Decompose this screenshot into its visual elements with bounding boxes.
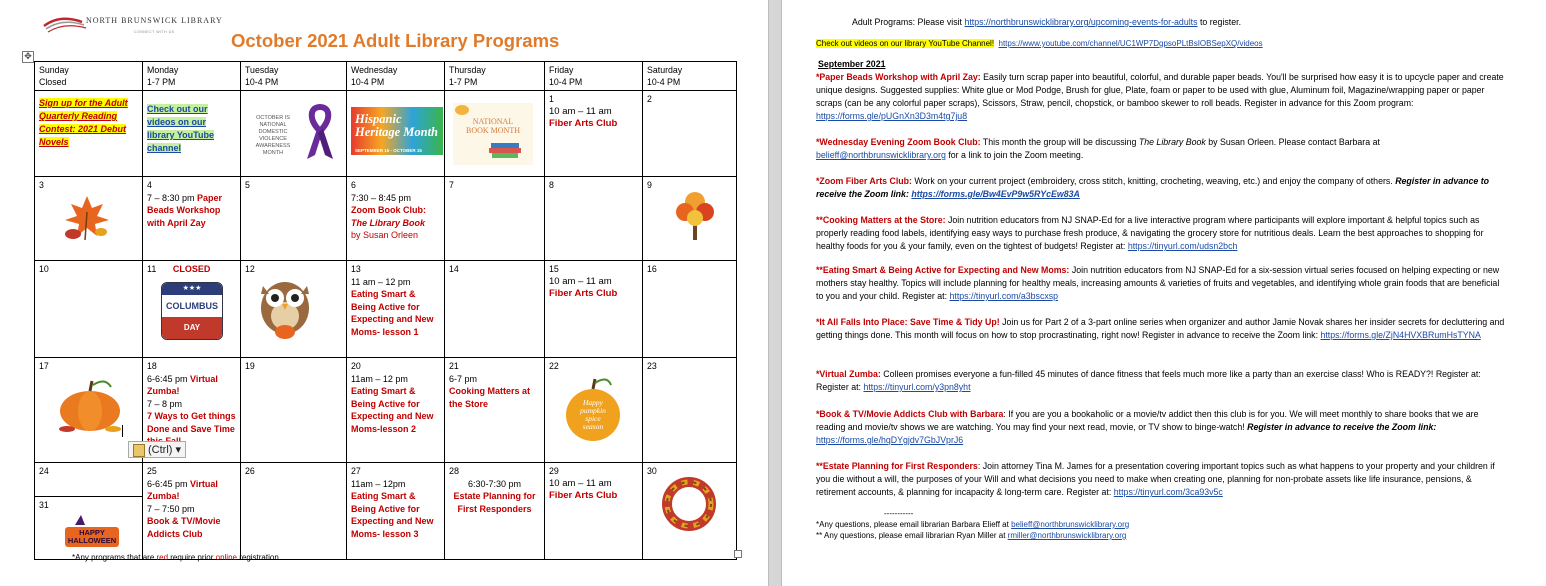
cell-oct-24-31[interactable] [35,463,143,560]
program-fiber-arts: *Zoom Fiber Arts Club: Work on your current project (embroidery, cross stitch, knitting, crocheting, weaving, etc.) and enjoy the company of others. Register in advance to receive the Zoom link: https://forms.gle/Bw4EvP9w5RYcEw83A [816,176,1490,199]
fiber-arts-link[interactable]: https://forms.gle/Bw4EvP9w5RYcEw83A [911,189,1080,199]
happy-halloween-text: HAPPY HALLOWEEN [67,528,117,545]
hispanic-heritage-image [351,107,443,155]
cell-oct-21[interactable] [445,358,545,463]
clipboard-icon [133,444,145,457]
columbus-day-text: DAY [162,317,222,339]
event-time: 7 – 8 pm [147,398,183,409]
cell-reading-contest[interactable] [35,91,143,177]
ryan-email-link[interactable]: rmiller@northbrunswicklibrary.org [1007,531,1127,540]
event-time: 6-6:45 pm [147,373,188,384]
book-month-title: NATIONAL BOOK MONTH [466,117,520,135]
cell-oct-20[interactable] [347,358,445,463]
pumpkin-spice-image [563,373,623,443]
logo-name: NORTH BRUNSWICK LIBRARY [86,16,223,25]
library-logo [42,12,223,38]
cell-oct-16[interactable] [643,261,737,358]
reading-contest-text[interactable]: Sign up for the Adult Quarterly Reading Contest: 2021 Debut Novels [39,98,128,147]
event-7-ways[interactable]: 7 Ways to Get things Done and Save Time [147,411,236,434]
autumn-tree-icon [675,186,715,242]
columbus-day-image [161,282,223,340]
book-club-email-link[interactable]: belieff@northbrunswicklibrary.org [816,150,946,160]
cell-oct-25[interactable] [143,463,241,560]
event-time: 6-6:45 pm [147,478,188,489]
header-row [35,62,737,91]
owl-icon [255,272,315,344]
event-time: 11am – 12pm [351,478,406,489]
day-number: 1 [549,94,554,104]
day-number: 6 [351,180,356,190]
pumpkin-spice-text-b: pumpkin [580,405,606,415]
week-row-3 [35,261,737,358]
book-month-image [453,103,533,165]
estate-planning-link[interactable]: https://tinyurl.com/3ca93v5c [1113,487,1223,497]
youtube-line [816,37,1263,50]
day-number: 9 [647,180,652,190]
header-sunday: Sunday Closed [35,62,143,91]
event-time: 11am – 12 pm [351,373,408,384]
event-fiber-arts[interactable]: Fiber Arts Club [549,118,618,129]
event-eating-smart-2[interactable]: Eating Smart & Being Active for Expecting and New Moms-lesson 2 [351,386,434,434]
day-number: 13 [351,264,361,274]
cell-hispanic-heritage [347,91,445,177]
day-number: 21 [449,361,459,371]
day-number: 15 [549,264,559,274]
event-time: 11 am – 12 pm [351,276,411,287]
day-number: 2 [647,94,652,104]
youtube-channel-link[interactable]: https://www.youtube.com/channel/UC1WP7DgpsoPLtBsIOBSepXQ/videos [998,39,1263,48]
program-cooking-matters: **Cooking Matters at the Store: Join nutrition educators from NJ SNAP-Ed for a live interactive program where participants will explore important & helpful topics such as properly reading food labels, identifying easy ways to purchase fresh produce, & navigating the grocery store for nutritious deals. Learn the best approaches to shopping for healthy foods for you & your family, even on the tightest of budgets! Register at: https://tinyurl.com/udsn2bch [816,215,1484,251]
cell-oct-26[interactable] [241,463,347,560]
contact-barbara: *Any questions, please email librarian Barbara Elieff at belieff@northbrunswicklibrary.org [816,520,1130,529]
barbara-email-link[interactable]: belieff@northbrunswicklibrary.org [1011,520,1130,529]
header-friday: Friday 10-4 PM [545,62,643,91]
event-virtual-zumba[interactable]: Virtual Zumba! [147,478,218,501]
header-tuesday: Tuesday 10-4 PM [241,62,347,91]
cell-oct-1[interactable] [545,91,643,177]
cell-oct-7[interactable] [445,177,545,261]
event-time: 6-7 pm [449,373,478,384]
cell-oct-13[interactable] [347,261,445,358]
paper-beads-link[interactable]: https://forms.gle/pUGnXn3D3m4tg7ju8 [816,111,968,121]
day-number: 14 [449,264,459,274]
dv-awareness-text: OCTOBER IS NATIONAL DOMESTIC VIOLENCE AWARENESS MONTH [255,115,291,156]
day-number: 27 [351,466,361,476]
cell-oct-29[interactable] [545,463,643,560]
event-paper-beads-a[interactable]: Paper [197,192,223,203]
cell-oct-15[interactable] [545,261,643,358]
logo-tagline: CONNECT WITH US [134,30,175,34]
zumba-link[interactable]: https://tinyurl.com/y3pn8yht [863,382,971,392]
header-monday: Monday 1-7 PM [143,62,241,91]
intro-line: Adult Programs: Please visit https://northbrunswicklibrary.org/upcoming-events-for-adults to register. [852,17,1242,27]
pumpkin-spice-text-d: season [582,421,604,431]
event-paper-beads-b[interactable]: Beads Workshop with April Zay [147,205,221,228]
program-save-time: *It All Falls Into Place: Save Time & Tidy Up! Join us for Part 2 of a 3-part online series when organizer and author Jamie Novak shares her insider secrets for decluttering and getting things done. This month will focus on how to stop procrastinating, right now! Register in advance to receive the Zoom link: https://forms.gle/ZjN4HVXBRumHsTYNA [816,317,1505,340]
event-eating-smart-1[interactable]: Eating Smart & Being Active for Expecting and New Moms- lesson 1 [351,289,434,337]
header-thursday: Thursday 1-7 PM [445,62,545,91]
event-time: 6:30-7:30 pm [467,478,522,489]
cell-oct-12[interactable] [241,261,347,358]
cell-oct-28[interactable] [445,463,545,560]
program-details-page [782,0,1546,586]
day-number: 31 [39,500,49,510]
cooking-matters-link[interactable]: https://tinyurl.com/udsn2bch [1127,241,1238,251]
day-number: 24 [39,466,49,476]
text-cursor [122,425,123,437]
autumn-leaves-icon [59,192,115,244]
cell-oct-14[interactable] [445,261,545,358]
month-heading: September 2021 [818,59,886,69]
paste-options-button[interactable]: (Ctrl) ▾ [128,441,186,458]
day-number: 26 [245,466,255,476]
pumpkin-icon [55,373,125,435]
week-row-1 [35,91,737,177]
day-number: 25 [147,466,157,476]
day-number: 8 [549,180,554,190]
day-number: 22 [549,361,559,371]
day-number: 28 [449,466,460,476]
week-row-5 [35,463,737,560]
day-number: 17 [39,361,49,371]
day-number: 7 [449,180,454,190]
cell-oct-23[interactable] [643,358,737,463]
cell-oct-27[interactable] [347,463,445,560]
calendar-table [34,61,737,560]
cell-oct-10[interactable] [35,261,143,358]
book-tv-club-link[interactable]: https://forms.gle/hqDYgjdv7GbJVprJ6 [816,435,964,445]
day-number: 12 [245,264,255,274]
day-number: 11 [147,264,157,274]
upcoming-events-link[interactable]: https://northbrunswicklibrary.org/upcoming-events-for-adults [964,17,1198,27]
hispanic-heritage-dates: SEPTEMBER 15 - OCTOBER 15 [355,148,422,153]
closed-status: CLOSED [172,264,211,274]
cell-book-month [445,91,545,177]
event-time: 7 – 8:30 pm [147,192,195,203]
day-number: 29 [549,466,559,476]
pumpkin-spice-text-c: spice [585,413,601,423]
header-saturday: Saturday 10-4 PM [643,62,737,91]
save-time-link[interactable]: https://forms.gle/ZjN4HVXBRumHsTYNA [1320,330,1481,340]
event-eating-smart-3[interactable]: Eating Smart & Being Active for Expecting and New Moms- lesson 3 [351,491,434,539]
day-number: 4 [147,180,152,190]
cell-oct-2[interactable] [643,91,737,177]
event-time: 7 – 7:50 pm [147,503,195,514]
happy-halloween-image [65,515,119,547]
event-estate-planning[interactable]: Estate Planning for First Responders [453,491,536,514]
day-number: 3 [39,180,44,190]
table-resize-handle[interactable] [734,550,742,558]
paste-options-label: (Ctrl) [148,444,173,456]
cell-oct-30[interactable] [643,463,737,560]
event-fiber-arts[interactable]: Fiber Arts Club [549,288,618,299]
cell-oct-8[interactable] [545,177,643,261]
autumn-wreath-icon [657,472,721,536]
registration-footnote: *Any programs that are red require prior online registration. [72,553,282,562]
event-time: 7:30 – 8:45 pm [351,192,412,203]
event-book-tv-club[interactable]: Book & TV/Movie Addicts Club [147,516,221,539]
cell-dv-awareness [241,91,347,177]
pumpkin-spice-text-a: Happy [583,397,603,407]
hispanic-heritage-title: Hispanic Heritage Month [355,112,438,139]
table-move-handle[interactable]: ✥ [22,51,34,63]
cell-oct-5[interactable] [241,177,347,261]
contact-ryan: ** Any questions, please email librarian Ryan Miller at rmiller@northbrunswicklibrary.org [816,531,1127,540]
divider-line: ----------- [884,509,914,518]
cell-oct-11[interactable] [143,261,241,358]
day-number: 19 [245,361,255,371]
cell-oct-19[interactable] [241,358,347,463]
cell-oct-22[interactable] [545,358,643,463]
book-title: The Library Book [351,217,426,228]
youtube-promo-text[interactable]: Check out our videos on our library YouTube channel [147,104,215,153]
header-wednesday: Wednesday 10-4 PM [347,62,445,91]
eating-smart-link[interactable]: https://tinyurl.com/a3bscxsp [949,291,1059,301]
day-number: 18 [147,361,157,371]
event-cooking-matters[interactable]: Cooking Matters at the Store [449,386,531,409]
calendar-title: October 2021 Adult Library Programs [231,30,560,51]
youtube-callout: Check out videos on our library YouTube Channel! [816,39,995,48]
event-fiber-arts[interactable]: Fiber Arts Club [549,490,618,501]
cell-oct-17[interactable] [35,358,143,463]
program-book-tv-club: *Book & TV/Movie Addicts Club with Barbara: If you are you a bookaholic or a movie/tv addict then this club is for you. We will meet monthly to share books that we are reading and movie/tv shows we are watching. You may find your next read, movie, or TV show to binge-watch! Register in advance to receive the Zoom link: https://forms.gle/hqDYgjdv7GbJVprJ6 [816,409,1479,445]
program-eating-smart: **Eating Smart & Being Active for Expecting and New Moms: Join nutrition educators from NJ SNAP-Ed for a six-session virtual series focused on helping expecting or new mothers stay healthy. Topics will include planning for healthy meals, increasing amounts & varieties of fruits and vegetables, and identifying whole grain foods that are beneficial to you and your child. Register at: https://tinyurl.com/a3bscxsp [816,265,1500,301]
day-number: 5 [245,180,250,190]
program-paper-beads: *Paper Beads Workshop with April Zay: Easily turn scrap paper into beautiful, colorful, and durable paper beads. You'll be surprised how easy it is to upcycle paper and create unique designs. Suggested supplies: White glue or Mod Podge, Brush for glue, Plate, foam or paper to be used with glue, Aluminum foil, Magazine/wrapping paper or paper scraps (can be any colorful paper scraps), Scissors, Straw, pencil, chopstick, or bamboo skewer to roll beads. Register in advance for this Zoom program: https://forms.gle/pUGnXn3D3m4tg7ju8 [816,72,1504,121]
day-number: 23 [647,361,657,371]
event-time: 10 am – 11 am [549,105,612,117]
event-virtual-zumba[interactable]: Virtual Zumba! [147,373,218,396]
columbus-stars: ★★★ [162,283,222,295]
calendar-page [0,0,768,586]
columbus-text: COLUMBUS [162,295,222,317]
day-number: 20 [351,361,361,371]
program-virtual-zumba: *Virtual Zumba: Colleen promises everyone a fun-filled 45 minutes of dance fitness that feels much more like a party than an exercise class! Who is READY?! Register at: Register at: https://tinyurl.com/y3pn8yht [816,369,1481,392]
book-author: by Susan Orleen [351,230,419,240]
program-zoom-book-club: *Wednesday Evening Zoom Book Club: This month the group will be discussing The Library Book by Susan Orleen. Please contact Barbara at belieff@northbrunswicklibrary.org for a link to join the Zoom meeting. [816,137,1380,160]
cell-oct-4[interactable] [143,177,241,261]
event-zoom-book-club[interactable]: Zoom Book Club: [351,205,426,215]
day-number: 10 [39,264,49,274]
event-time: 10 am – 11 am [549,477,612,489]
day-number: 16 [647,264,657,274]
program-estate-planning: **Estate Planning for First Responders: Join attorney Tina M. James for a presentation covering important topics such as what happens to your property and your children if you die without a will, the purposes of your Will and what decisions you need to make when creating one, planning for non-probate assets like life insurance, pensions, & retirement accounts, & planning for incapacity & long-term care. Register at: https://tinyurl.com/3ca93v5c [816,461,1495,497]
purple-ribbon-icon [303,103,337,163]
day-number: 30 [647,466,657,476]
cell-youtube-promo[interactable] [143,91,241,177]
cell-oct-3[interactable] [35,177,143,261]
week-row-2 [35,177,737,261]
page-gutter [768,0,782,586]
cell-oct-6[interactable] [347,177,445,261]
cell-oct-9[interactable] [643,177,737,261]
event-time: 10 am – 11 am [549,275,612,287]
